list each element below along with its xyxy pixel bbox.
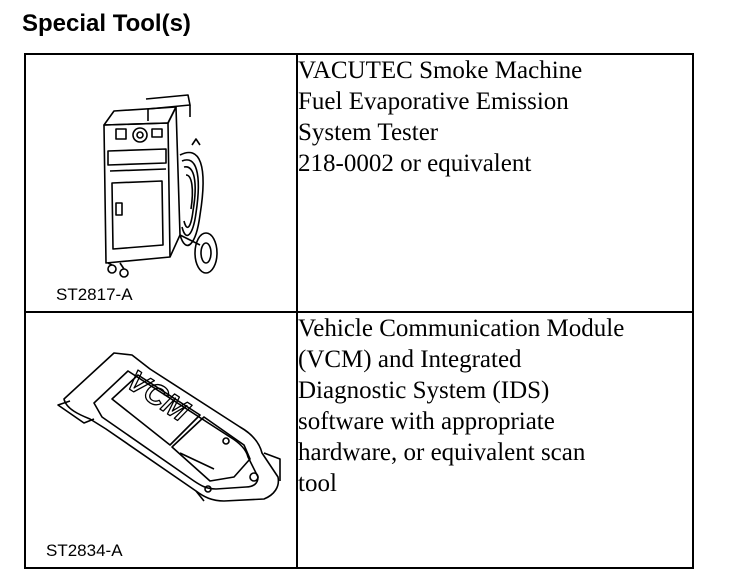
tool-code: ST2834-A	[46, 541, 123, 560]
description-line: tool	[298, 470, 337, 497]
smoke-machine-icon	[96, 85, 226, 283]
description-line: hardware, or equivalent scan	[298, 439, 586, 466]
table-row	[25, 54, 693, 312]
vcm-label: VCM	[120, 364, 195, 429]
description-line: System Tester	[298, 119, 439, 146]
section-heading: Special Tool(s)	[22, 10, 191, 37]
description-line: 218-0002 or equivalent	[298, 150, 532, 177]
vcm-module-icon	[54, 349, 284, 509]
description-line: Fuel Evaporative Emission	[298, 88, 569, 115]
tool-code: ST2817-A	[56, 285, 133, 304]
description-line: (VCM) and Integrated	[298, 346, 522, 373]
table-row	[25, 312, 693, 568]
description-line: software with appropriate	[298, 408, 555, 435]
description-line: VACUTEC Smoke Machine	[298, 57, 583, 84]
description-line: Vehicle Communication Module	[298, 315, 625, 342]
special-tools-table	[24, 53, 694, 569]
description-line: Diagnostic System (IDS)	[298, 377, 550, 404]
tool-description	[297, 54, 693, 312]
tool-illustration-cell	[25, 54, 297, 312]
tool-illustration-cell	[25, 312, 297, 568]
tool-description	[297, 312, 693, 568]
